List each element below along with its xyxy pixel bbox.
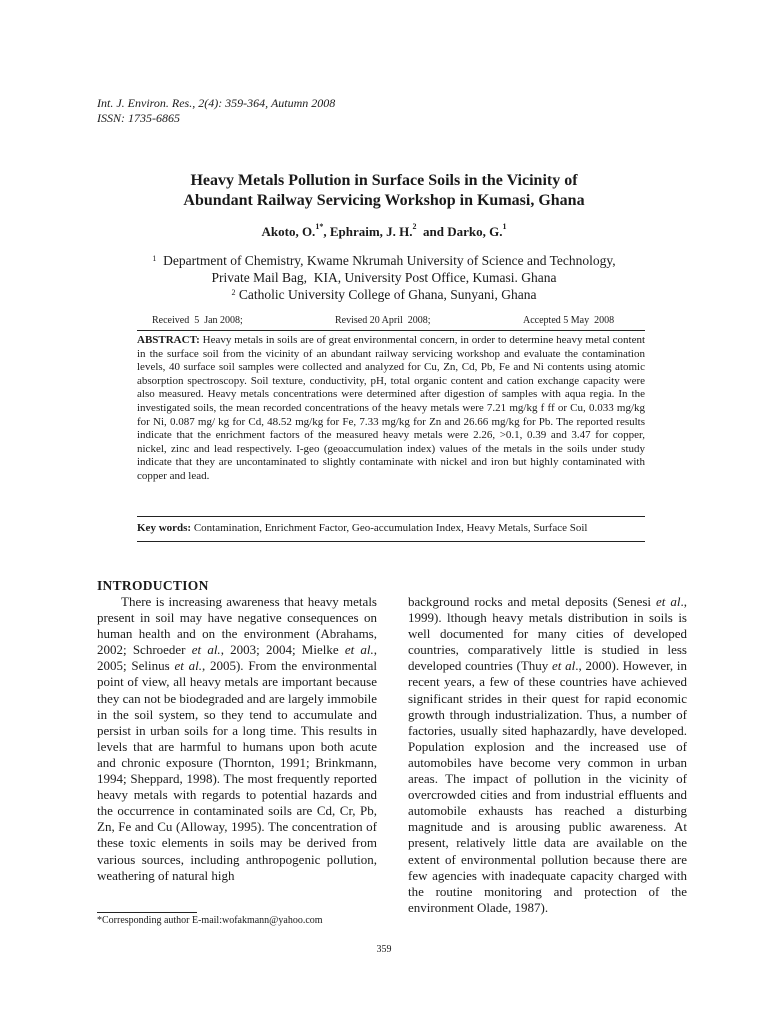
journal-citation: Int. J. Environ. Res., 2(4): 359-364, Autumn 2008 — [97, 96, 336, 110]
affiliation-2-line: Catholic University College of Ghana, Sunyani, Ghana — [238, 287, 537, 302]
intro-text: ., 2000). However, in recent years, a few of these countries have achieved significant strides in their quest for rapid economic growth through industrialization. Thus, a number of factories, usually sited haphazardly, have developed. Population explosion and the increased use of automobiles have become very common in urban areas. The impact of pollution in the vicinity of overcrowded cities and from industrial effluents and automobile exhausts has reached a disturbing magnitude and is arousing public awareness. At present, relatively little data are available on the extent of environmental pollution because there are few agencies with inadequate capacity charged with the routine monitoring and protection of the environment Olade, 1987). — [408, 658, 688, 915]
affiliation-1-marker: 1 — [152, 254, 157, 263]
intro-text: background rocks and metal deposits (Senesi — [408, 594, 657, 609]
author-darko: Darko, G. — [447, 224, 503, 239]
abstract — [137, 334, 645, 484]
author-akoto: Akoto, O. — [261, 224, 316, 239]
citation-etal: et al — [656, 594, 681, 609]
abstract-top-rule — [137, 330, 645, 331]
intro-paragraph-continued — [408, 594, 687, 916]
intro-text: , 2005; Selinus — [97, 642, 378, 674]
citation-etal: et al. — [174, 658, 202, 674]
footnote-rule — [97, 912, 197, 913]
affiliation-1-line-1: Department of Chemistry, Kwame Nkrumah University of Science and Technology, — [163, 253, 616, 268]
journal-header — [97, 96, 335, 126]
keywords-label: Key words: — [137, 522, 192, 534]
author-akoto-affiliation: 1* — [315, 222, 324, 231]
accepted-date: Accepted 5 May 2008 — [523, 315, 615, 326]
intro-left-column — [97, 578, 377, 884]
affiliation-1 — [100, 252, 668, 269]
citation-etal: et al. — [344, 642, 374, 658]
citation-etal: et al — [552, 658, 576, 674]
intro-text: , 2005). From the environmental point of view, all heavy metals are important because they can not be biodegraded and are largely immobile in the soil system, so they tend to accumulate and persist in urban soils for a long time. This results in levels that are harmful to humans upon both acute and chronic exposure (Thornton, 1991; Brinkmann, 1994; Sheppard, 1998). The most frequently reported heavy metals with regards to potential hazards and the occurrence in contaminated soils are Cd, Cr, Pb, Zn, Fe and Cu (Alloway, 1995). The concentration of these toxic elements in soils may be derived from various sources, including anthropogenic pollution, weathering of natural high — [97, 658, 377, 883]
abstract-label: ABSTRACT: — [137, 334, 200, 346]
page-number: 359 — [376, 944, 392, 955]
citation-etal: et al. — [191, 642, 221, 658]
affiliation-2-marker: 2 — [231, 288, 236, 297]
author-ephraim: Ephraim, J. H. — [329, 224, 413, 239]
received-date: Received 5 Jan 2008; — [152, 315, 243, 326]
keywords-top-rule — [137, 516, 645, 517]
affiliations — [100, 252, 668, 303]
intro-right-column — [408, 594, 687, 916]
author-separator: and — [416, 224, 448, 239]
title-line-1: Heavy Metals Pollution in Surface Soils in the Vicinity of — [190, 172, 578, 189]
title-line-2: Abundant Railway Servicing Workshop in Kumasi, Ghana — [183, 192, 585, 209]
affiliation-1-line-2: Private Mail Bag, KIA, University Post Office, Kumasi. Ghana — [211, 270, 557, 285]
intro-text: , 2003; 2004; Mielke — [220, 642, 345, 658]
abstract-text: Heavy metals in soils are of great environmental concern, in order to determine heavy metal content in the surface soil from the vicinity of an abundant railway servicing workshop and evaluate the contamination levels, 40 surface soil samples were collected and analyzed for Cu, Zn, Cd, Pb, Fe and Ni contents using atomic absorption spectroscopy. Soil texture, conductivity, pH, total organic content and cation exchange capacity were also measured. Heavy metals concentrations were determined after digestion of samples with aqua regia. In the investigated soils, the mean recorded concentrations of the heavy metals were 7.21 mg/kg f ff or Cu, 0.033 mg/kg for Ni, 0.087 mg/ kg for Cd, 48.52 mg/kg for Fe, 7.33 mg/kg for Zn and 26.66 mg/kg for Pb. The reported results indicate that the enrichment factors of the measured heavy metals were 2.26, >0.1, 0.39 and 3.47 for copper, nickel, zinc and lead respectively. I-geo (geoaccumulation index) values of the metals in the soils under study indicate that they are uncontaminated to slightly contaminate with nickel and iron but highly contaminated with copper and lead. — [137, 334, 646, 482]
author-ephraim-affiliation: 2 — [412, 222, 417, 231]
revised-date: Revised 20 April 2008; — [335, 315, 431, 326]
intro-paragraph-1 — [97, 594, 377, 884]
keywords — [137, 521, 645, 535]
author-separator: , — [323, 224, 330, 239]
section-heading: INTRODUCTION — [97, 578, 209, 593]
affiliation-2 — [100, 286, 668, 303]
corresponding-author-footnote: *Corresponding author E-mail:wofakmann@yahoo.com — [97, 915, 323, 926]
intro-text: There is increasing awareness that heavy metals present in soil may have negative consequences on human health and on the environment (Abrahams, 2002; Schroeder — [97, 594, 377, 658]
journal-issn: ISSN: 1735-6865 — [97, 111, 180, 125]
keywords-bottom-rule — [137, 541, 645, 542]
paper-title — [100, 171, 668, 211]
keywords-text: Contamination, Enrichment Factor, Geo-accumulation Index, Heavy Metals, Surface Soil — [191, 522, 588, 534]
intro-text: ., 1999). lthough heavy metals distribution in soils is well documented for many cities of developed countries, comparatively little is studied in less developed countries (Thuy — [408, 594, 688, 674]
author-darko-affiliation: 1 — [502, 222, 507, 231]
author-list — [100, 224, 668, 240]
